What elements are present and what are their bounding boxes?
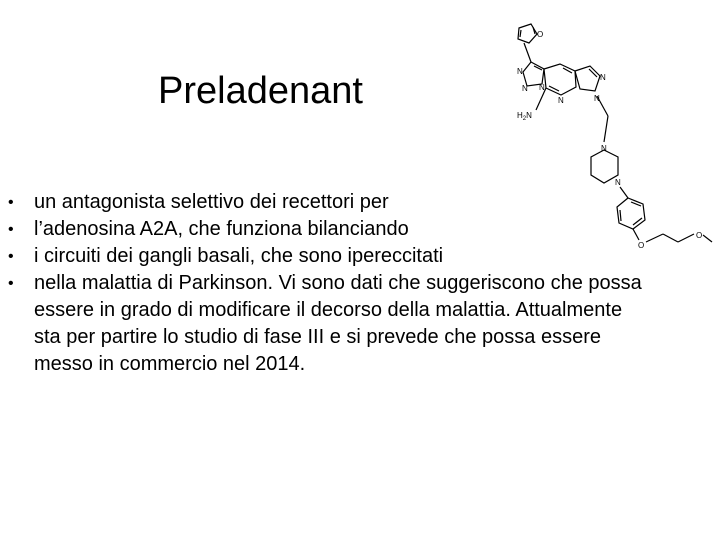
furan-oxygen-label: O <box>537 30 544 39</box>
bullet-text: i circuiti dei gangli basali, che sono ipereccitati <box>34 245 444 267</box>
piperazine-n-label: N <box>601 144 607 153</box>
bullet-dot: • <box>8 248 14 265</box>
bond <box>604 116 608 142</box>
preladenant-structure-image <box>500 14 715 254</box>
bullet-dot: • <box>8 275 14 292</box>
bond <box>678 234 694 242</box>
pyrimidine-n-label: N <box>558 96 564 105</box>
ether-oxygen-label: O <box>638 241 645 250</box>
bullet-item <box>0 270 644 378</box>
pyrimidine-ring <box>544 64 576 95</box>
triazole-n-label: N <box>539 83 545 92</box>
phenyl-ring <box>617 198 645 229</box>
bullet-dot: • <box>8 194 14 211</box>
bond <box>524 43 531 62</box>
bond <box>597 96 608 116</box>
bond <box>703 235 712 242</box>
bond <box>620 187 628 198</box>
methoxy-oxygen-label: O <box>696 231 703 240</box>
bullet-text: l’adenosina A2A, che funziona bilanciando <box>34 218 409 240</box>
triazole-n-label: N <box>517 67 523 76</box>
pyrazole-ring <box>575 66 600 91</box>
slide-title: Preladenant <box>158 70 363 113</box>
bond <box>633 229 639 240</box>
phenyl-double-bond <box>620 210 621 221</box>
bond <box>646 234 663 242</box>
furan-double-bond <box>520 30 521 37</box>
bullet-text: un antagonista selettivo dei recettori per <box>34 191 389 213</box>
pyrazole-double-bond <box>589 69 597 77</box>
piperazine-n-label: N <box>615 178 621 187</box>
triazole-n-label: N <box>522 84 528 93</box>
bond <box>663 234 678 242</box>
bullet-dot: • <box>8 221 14 238</box>
bullet-text: nella malattia di Parkinson. Vi sono dati che suggeriscono che possa essere in grado di modificare il decorso della malattia. Attualmente sta per partire lo studio di fase III e si prevede che possa essere messo in commercio nel 2014. <box>34 272 642 375</box>
pyrazole-n-label: N <box>594 94 600 103</box>
pyrazole-n-label: N <box>600 73 606 82</box>
piperazine-ring <box>591 150 618 183</box>
amine-label: $H_2N$ <box>517 111 532 122</box>
